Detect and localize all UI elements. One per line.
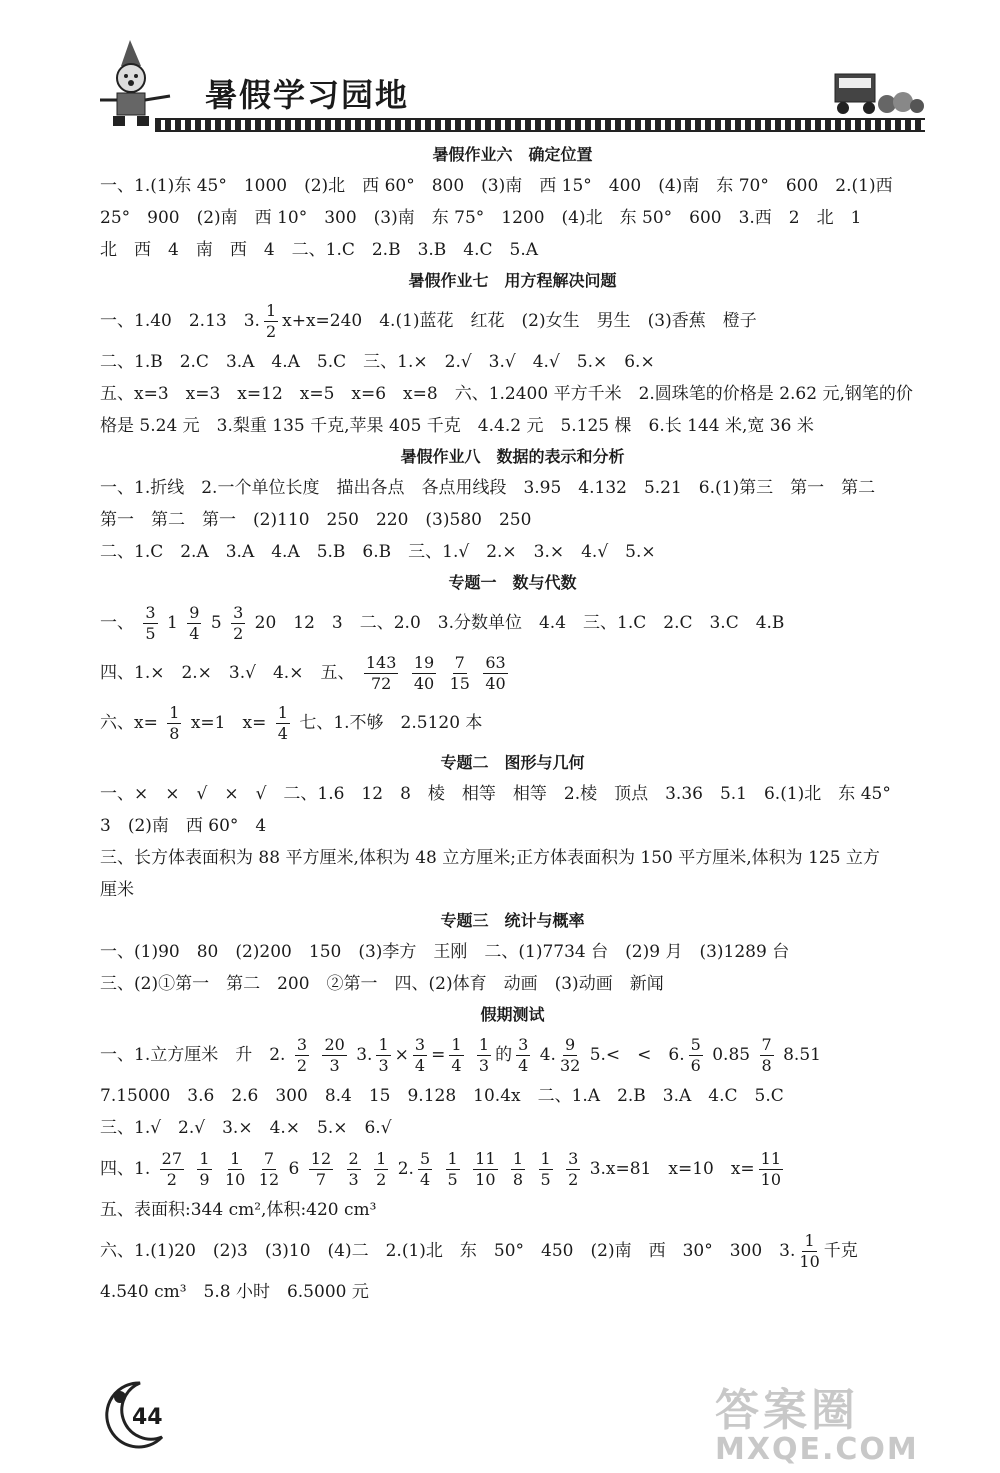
answer-line [100, 1030, 925, 1080]
diamond-border [155, 118, 925, 132]
answer-line: 7.15000 3.6 2.6 300 8.4 15 9.128 10.4x 二、1.A 2.B 3.A 4.C 5.C [100, 1086, 784, 1106]
answer-line: 北 西 4 南 西 4 二、1.C 2.B 3.B 4.C 5.A [100, 240, 539, 260]
answer-text: 1 [167, 613, 178, 633]
page-number-badge [100, 1375, 170, 1455]
fraction: $\frac{3}{2}$ [568, 1149, 579, 1189]
section-title-topic1: 专题一 数与代数 [448, 573, 577, 592]
fraction: $\frac{1}{2}$ [376, 1149, 387, 1189]
answer-line: 三、(2)①第一 第二 200 ②第一 四、(2)体育 动画 (3)动画 新闻 [100, 974, 664, 994]
header-title: 暑假学习园地 [205, 76, 410, 114]
answer-line [100, 698, 925, 748]
fraction: $\frac{1}{3}$ [478, 1035, 490, 1075]
section-title-topic3: 专题三 统计与概率 [440, 911, 585, 930]
page-number: 44 [132, 1405, 163, 1430]
fraction: $\frac{143}{72}$ [365, 653, 397, 693]
fraction: $\frac{19}{40}$ [413, 653, 435, 693]
answer-text: 5 [210, 613, 222, 633]
fraction: $\frac{11}{10}$ [760, 1149, 782, 1189]
fraction: $\frac{1}{8}$ [169, 703, 180, 743]
fraction: $\frac{1}{10}$ [799, 1231, 820, 1271]
answer-text: 千克 [823, 1241, 858, 1261]
section-title-hw7: 暑假作业七 用方程解决问题 [408, 271, 617, 290]
answer-line: 4.540 cm³ 5.8 小时 6.5000 元 [100, 1282, 369, 1302]
answer-line: 一、1.(1)东 45° 1000 (2)北 西 60° 800 (3)南 西 15° 400 (4)南 东 70° 600 2.(1)西 [100, 176, 893, 196]
watermark-en: MXQE.COM [715, 1432, 919, 1467]
section-title-hw6: 暑假作业六 确定位置 [432, 145, 593, 164]
fraction: $\frac{1}{10}$ [225, 1149, 246, 1189]
answer-text: 四、1. [100, 1159, 151, 1179]
answer-line: 五、表面积:344 cm²,体积:420 cm³ [100, 1200, 377, 1220]
fraction: $\frac{7}{12}$ [258, 1149, 280, 1189]
fraction: $\frac{5}{6}$ [690, 1035, 701, 1075]
answer-line [100, 296, 925, 346]
fraction: $\frac{3}{5}$ [145, 603, 156, 643]
answer-text: 4. [539, 1045, 556, 1065]
section-title-hw8: 暑假作业八 数据的表示和分析 [400, 447, 625, 466]
fraction: $\frac{1}{4}$ [451, 1035, 462, 1075]
answer-text: 5.< < 6. [589, 1045, 685, 1065]
answer-line: 一、1.折线 2.一个单位长度 描出各点 各点用线段 3.95 4.132 5.21 6.(1)第三 第一 第二 [100, 478, 876, 498]
fraction: $\frac{2}{3}$ [348, 1149, 359, 1189]
answer-text: = [431, 1045, 446, 1065]
ice-cream-cart-icon [825, 66, 925, 121]
answer-text: x+x=240 4.(1)蓝花 红花 (2)女生 男生 (3)香蕉 橙子 [282, 311, 757, 331]
answer-line: 五、x=3 x=3 x=12 x=5 x=6 x=8 六、1.2400 平方千米 2.圆珠笔的价格是 2.62 元,钢笔的价 [100, 384, 913, 404]
answer-line: 厘米 [100, 880, 134, 900]
answer-text: 六、x= [100, 713, 158, 733]
fraction: $\frac{3}{4}$ [518, 1035, 529, 1075]
answer-line: 一、(1)90 80 (2)200 150 (3)李方 王刚 二、(1)7734 台 (2)9 月 (3)1289 台 [100, 942, 790, 962]
answer-content [100, 140, 925, 1308]
fraction: $\frac{5}{4}$ [419, 1149, 431, 1189]
answer-text: 20 12 3 二、2.0 3.分数单位 4.4 三、1.C 2.C 3.C 4.B [254, 613, 785, 633]
answer-text: 四、1.× 2.× 3.√ 4.× 五、 [100, 663, 355, 683]
page-header [95, 38, 925, 138]
fraction: $\frac{7}{8}$ [761, 1035, 772, 1075]
answer-text: 0.85 [712, 1045, 751, 1065]
answer-text: 一、1.40 2.13 3. [100, 311, 260, 331]
fraction: $\frac{9}{4}$ [189, 603, 200, 643]
fraction: $\frac{20}{3}$ [324, 1035, 345, 1075]
answer-line: 第一 第二 第一 (2)110 250 220 (3)580 250 [100, 510, 532, 530]
answer-line: 一、× × √ × √ 二、1.6 12 8 棱 相等 相等 2.棱 顶点 3.36 5.1 6.(1)北 东 45° [100, 784, 891, 804]
fraction: $\frac{3}{2}$ [233, 603, 244, 643]
section-title-topic2: 专题二 图形与几何 [440, 753, 585, 772]
fraction: $\frac{1}{9}$ [199, 1149, 210, 1189]
answer-text: 2. [397, 1159, 414, 1179]
answer-line: 二、1.C 2.A 3.A 4.A 5.B 6.B 三、1.√ 2.× 3.× 4.√ 5.× [100, 542, 656, 562]
fraction: $\frac{1}{2}$ [265, 301, 277, 341]
fraction: $\frac{9}{32}$ [559, 1035, 581, 1075]
answer-text: 六、1.(1)20 (2)3 (3)10 (4)二 2.(1)北 东 50° 450 (2)南 西 30° 300 3. [100, 1241, 796, 1261]
fraction: $\frac{11}{10}$ [475, 1149, 496, 1189]
fraction: $\frac{3}{4}$ [414, 1035, 426, 1075]
answer-line: 3 (2)南 西 60° 4 [100, 816, 267, 836]
answer-text: 七、1.不够 2.5120 本 [299, 713, 483, 733]
section-title-test: 假期测试 [480, 1005, 545, 1024]
fraction: $\frac{63}{40}$ [485, 653, 506, 693]
fraction: $\frac{1}{4}$ [277, 703, 288, 743]
answer-text: 3. [356, 1045, 373, 1065]
answer-line: 三、1.√ 2.√ 3.× 4.× 5.× 6.√ [100, 1118, 392, 1138]
answer-text: 3.x=81 x=10 x= [589, 1159, 755, 1179]
answer-line: 格是 5.24 元 3.梨重 135 千克,苹果 405 千克 4.4.2 元 5.125 棵 6.长 144 米,宽 36 米 [100, 416, 814, 436]
fraction: $\frac{7}{15}$ [449, 653, 470, 693]
answer-text: 一、1.立方厘米 升 2. [100, 1045, 286, 1065]
watermark-cn: 答案圈 [715, 1385, 859, 1436]
answer-line [100, 1226, 925, 1276]
answer-text: 6 [288, 1159, 300, 1179]
watermark [715, 1385, 955, 1468]
answer-text: 一、 [100, 613, 134, 633]
answer-line: 25° 900 (2)南 西 10° 300 (3)南 东 75° 1200 (4)北 东 50° 600 3.西 2 北 1 [100, 208, 862, 228]
fraction: $\frac{1}{3}$ [378, 1035, 389, 1075]
fraction: $\frac{1}{8}$ [512, 1149, 524, 1189]
answer-line [100, 598, 925, 648]
fraction: $\frac{27}{2}$ [161, 1149, 182, 1189]
answer-text: × [394, 1045, 409, 1065]
answer-text: x=1 x= [190, 713, 267, 733]
fraction: $\frac{12}{7}$ [310, 1149, 332, 1189]
fraction: $\frac{3}{2}$ [296, 1035, 308, 1075]
answer-text: 8.51 [783, 1045, 821, 1065]
answer-text: 的 [495, 1045, 513, 1065]
answer-line: 二、1.B 2.C 3.A 4.A 5.C 三、1.× 2.√ 3.√ 4.√ 5.× 6.× [100, 352, 655, 372]
answer-line: 三、长方体表面积为 88 平方厘米,体积为 48 立方厘米;正方体表面积为 150 平方厘米,体积为 125 立方 [100, 848, 880, 868]
fraction: $\frac{1}{5}$ [447, 1149, 458, 1189]
fraction: $\frac{1}{5}$ [540, 1149, 551, 1189]
answer-line [100, 1144, 925, 1194]
answer-line [100, 648, 925, 698]
